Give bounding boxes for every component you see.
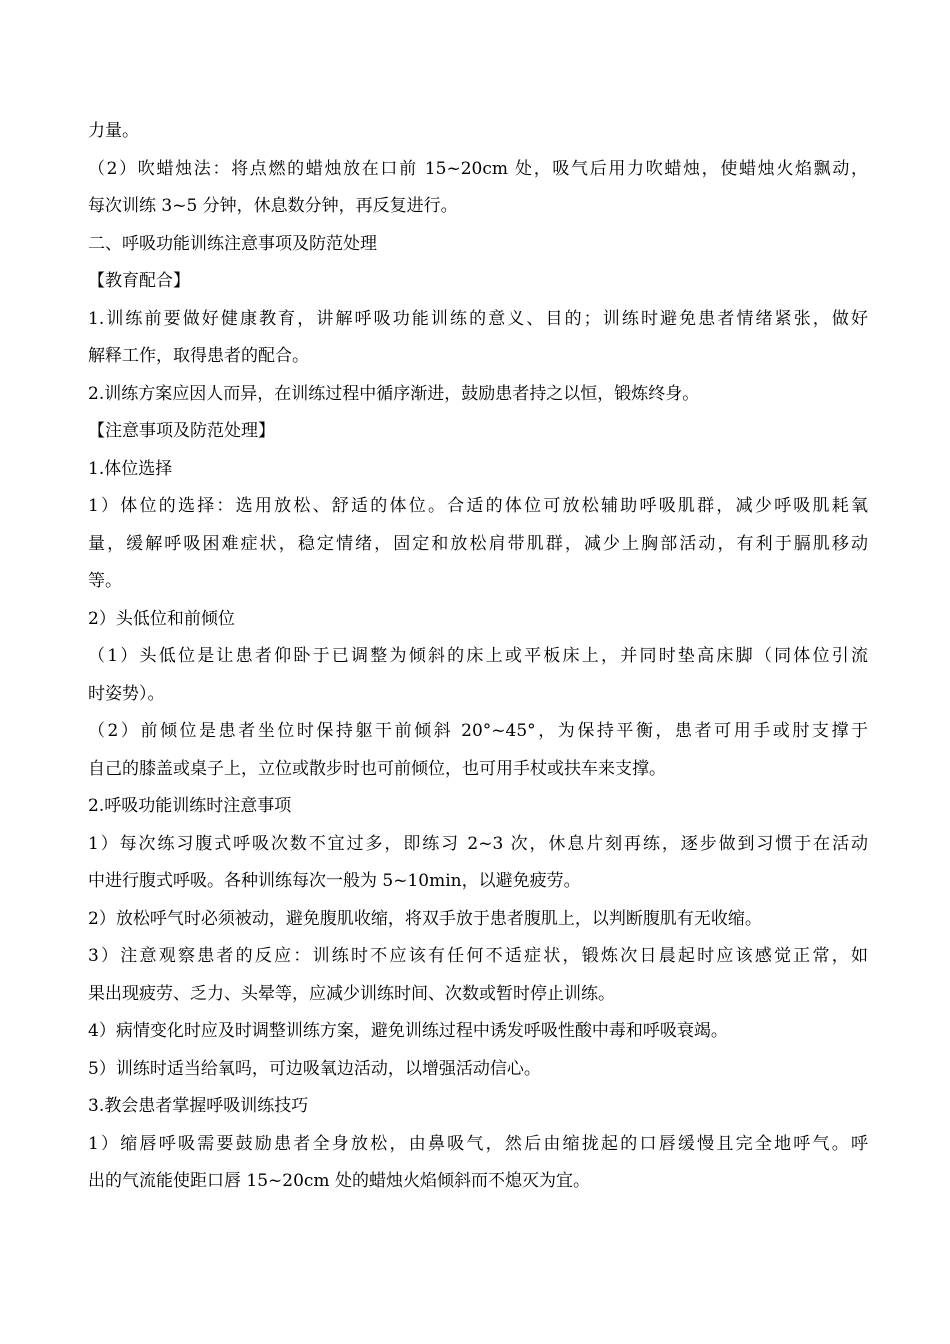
text-line: 量，缓解呼吸困难症状，稳定情绪，固定和放松肩带肌群，减少上胸部活动，有利于膈肌移动 (88, 533, 868, 554)
text-line: 时姿势）。 (88, 683, 165, 704)
item-heading: 3.教会患者掌握呼吸训练技巧 (88, 1096, 309, 1116)
text-line: （2）吹蜡烛法：将点燃的蜡烛放在口前 15~20cm 处，吸气后用力吹蜡烛，使蜡烛火焰飘动， (88, 158, 868, 179)
text-line: 1）缩唇呼吸需要鼓励患者全身放松，由鼻吸气，然后由缩拢起的口唇缓慢且完全地呼气。呼 (88, 1133, 868, 1154)
text-line: 5）训练时适当给氧吗，可边吸氧边活动，以增强活动信心。 (88, 1058, 541, 1079)
item-heading: 1.体位选择 (88, 458, 173, 479)
text-line: 每次训练 3~5 分钟，休息数分钟，再反复进行。 (88, 196, 458, 216)
item-heading: 2.呼吸功能训练时注意事项 (88, 796, 292, 816)
text-line: 自己的膝盖或桌子上，立位或散步时也可前倾位，也可用手杖或扶车来支撑。 (88, 758, 666, 779)
text-line: （2）前倾位是患者坐位时保持躯干前倾斜 20°~45°，为保持平衡，患者可用手或肘支撑于 (88, 721, 868, 741)
text-line: 等。 (88, 571, 122, 591)
text-line: 2.训练方案应因人而异，在训练过程中循序渐进，鼓励患者持之以恒，锻炼终身。 (88, 383, 700, 404)
section-heading: 二、呼吸功能训练注意事项及防范处理 (88, 233, 377, 254)
text-line: 1.训练前要做好健康教育，讲解呼吸功能训练的意义、目的；训练时避免患者情绪紧张，做好 (88, 308, 868, 329)
text-line: 中进行腹式呼吸。各种训练每次一般为 5~10min，以避免疲劳。 (88, 871, 581, 891)
text-line: 1）每次练习腹式呼吸次数不宜过多，即练习 2~3 次，休息片刻再练，逐步做到习惯于在活动 (88, 833, 868, 854)
text-line: 1）体位的选择：选用放松、舒适的体位。合适的体位可放松辅助呼吸肌群，减少呼吸肌耗氧 (88, 496, 868, 516)
text-line: （1）头低位是让患者仰卧于已调整为倾斜的床上或平板床上，并同时垫高床脚（同体位引流 (88, 646, 868, 666)
document-body (88, 113, 868, 1201)
item-heading: 2）头低位和前倾位 (88, 608, 235, 629)
text-line: 解释工作，取得患者的配合。 (88, 346, 309, 366)
text-line: 2）放松呼气时必须被动，避免腹肌收缩，将双手放于患者腹肌上，以判断腹肌有无收缩。 (88, 908, 762, 929)
text-line: 4）病情变化时应及时调整训练方案，避免训练过程中诱发呼吸性酸中毒和呼吸衰竭。 (88, 1021, 728, 1041)
subsection-heading: 【注意事项及防范处理】 (88, 421, 275, 441)
text-line: 3）注意观察患者的反应：训练时不应该有任何不适症状，锻炼次日晨起时应该感觉正常，如 (88, 946, 868, 966)
text-line: 出的气流能使距口唇 15~20cm 处的蜡烛火焰倾斜而不熄灭为宜。 (88, 1171, 590, 1191)
text-line: 力量。 (88, 121, 139, 141)
subsection-heading: 【教育配合】 (88, 271, 190, 291)
text-line: 果出现疲劳、乏力、头晕等，应减少训练时间、次数或暂时停止训练。 (88, 983, 615, 1004)
